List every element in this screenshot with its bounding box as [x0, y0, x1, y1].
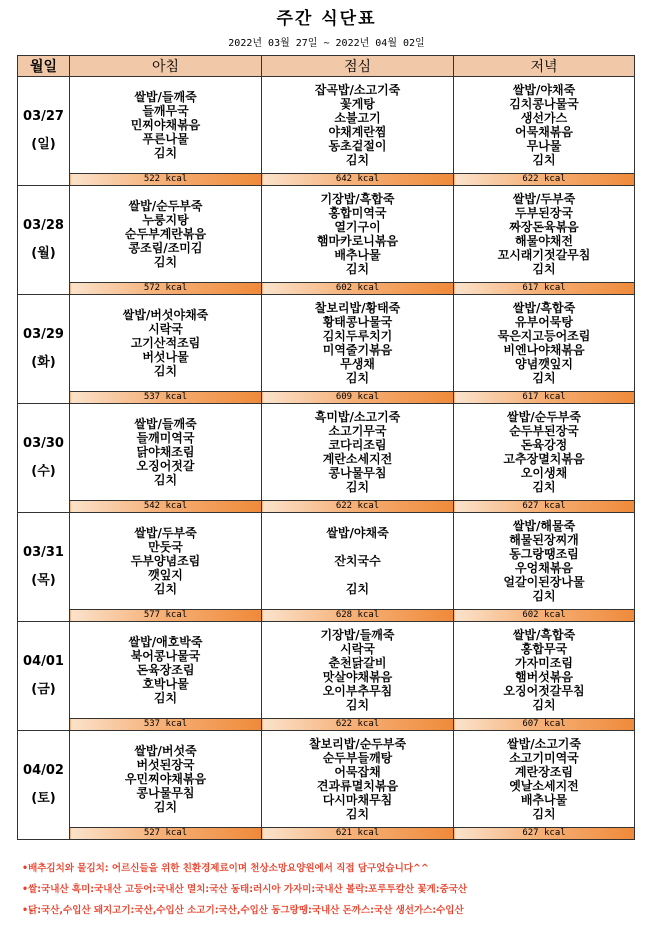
menu-item: 춘천닭갈비	[328, 656, 387, 670]
menu-item: 우민찌야채볶음	[124, 772, 207, 786]
day-date-cell	[18, 622, 70, 731]
menu-item: 시락국	[340, 642, 375, 656]
dinner-kcal: 627 kcal	[454, 501, 635, 513]
kcal-row	[18, 719, 635, 731]
menu-item: 쌀밥/야채죽	[512, 83, 576, 97]
day-date-cell	[18, 731, 70, 840]
menu-item: 쌀밥/흑합죽	[512, 628, 576, 642]
menu-item: 오이생채	[520, 466, 568, 480]
breakfast-kcal: 527 kcal	[70, 828, 262, 840]
menu-item: 호박나물	[142, 677, 189, 691]
menu-item: 계란소세지전	[322, 452, 393, 466]
menu-item: 고추장멸치볶음	[503, 452, 585, 466]
menu-item: 버섯된장국	[136, 758, 195, 772]
menu-item: 김치	[153, 691, 178, 705]
day-weekday: (화)	[31, 355, 56, 370]
day-row	[18, 295, 635, 392]
breakfast-kcal: 522 kcal	[70, 174, 262, 186]
dinner-cell	[454, 513, 635, 610]
menu-item: 기장밥/흑합죽	[320, 192, 395, 206]
menu-item: 무나물	[526, 139, 562, 153]
breakfast-kcal: 542 kcal	[70, 501, 262, 513]
menu-item	[262, 568, 453, 582]
lunch-cell	[262, 404, 454, 501]
menu-item: 김치	[532, 698, 556, 712]
menu-item: 고기산적조림	[130, 336, 201, 350]
day-weekday: (금)	[31, 682, 56, 697]
day-date-cell	[18, 404, 70, 513]
menu-item: 쌀밥/버섯야채죽	[122, 308, 209, 322]
menu-item: 묵은지고등어조림	[497, 329, 591, 343]
dinner-cell	[454, 731, 635, 828]
menu-item: 김치	[153, 473, 178, 487]
menu-item: 홍합미역국	[328, 206, 387, 220]
kcal-row	[18, 283, 635, 295]
menu-item: 순두부들깨탕	[322, 751, 393, 765]
day-date: 04/02	[23, 763, 64, 778]
menu-item: 콩나물무침	[136, 786, 195, 800]
page-title: 주간 식단표	[276, 9, 377, 29]
menu-item: 어묵채볶음	[515, 125, 573, 139]
menu-item: 들깨무국	[142, 104, 189, 118]
menu-item: 홍합무국	[520, 642, 568, 656]
menu-item: 쌀밥/흑합죽	[512, 301, 576, 315]
menu-item: 맛살야채볶음	[322, 670, 393, 684]
dinner-kcal: 602 kcal	[454, 610, 635, 622]
header-row	[18, 56, 635, 77]
breakfast-cell	[70, 622, 262, 719]
lunch-kcal: 628 kcal	[262, 610, 454, 622]
menu-item: 흑미밥/소고기죽	[314, 410, 401, 424]
breakfast-kcal: 572 kcal	[70, 283, 262, 295]
menu-item: 쌀밥/순두부죽	[128, 199, 203, 213]
menu-item: 돈육장조림	[136, 663, 195, 677]
menu-item: 가자미조림	[515, 656, 573, 670]
menu-item: 열기구이	[334, 220, 381, 234]
kcal-row	[18, 392, 635, 404]
dinner-kcal: 617 kcal	[454, 392, 635, 404]
note-origin-grains-fish: •쌀:국내산 흑미:국내산 고등어:국내산 멸치:국산 동태:러시아 가자미:국내산 볼락:포루투칼산 꽃게:중국산	[22, 884, 468, 895]
breakfast-cell	[70, 513, 262, 610]
menu-item: 김치	[153, 146, 178, 160]
menu-item: 꽃게탕	[340, 97, 375, 111]
menu-item: 다시마채무침	[322, 793, 393, 807]
day-row	[18, 404, 635, 501]
menu-item: 해물된장찌개	[509, 533, 579, 547]
breakfast-cell	[70, 295, 262, 392]
breakfast-kcal: 577 kcal	[70, 610, 262, 622]
lunch-cell	[262, 295, 454, 392]
menu-item: 김치	[532, 480, 556, 494]
menu-item: 찰보리밥/황태죽	[314, 301, 401, 315]
menu-item: 닭야채조림	[136, 445, 195, 459]
menu-item: 배추나물	[520, 793, 568, 807]
menu-item: 햄버섯볶음	[515, 670, 573, 684]
header-dinner: 저녁	[454, 56, 635, 77]
menu-item: 배추나물	[334, 248, 381, 262]
header-lunch: 점심	[262, 56, 454, 77]
breakfast-cell	[70, 186, 262, 283]
menu-item: 콩조림/조미김	[128, 241, 203, 255]
menu-item: 들깨미역국	[136, 431, 195, 445]
menu-item: 김치	[532, 807, 556, 821]
menu-item: 김치	[345, 371, 370, 385]
menu-item: 짜장돈육볶음	[509, 220, 579, 234]
lunch-cell	[262, 77, 454, 174]
menu-item: 버섯나물	[142, 350, 189, 364]
menu-item: 양념깻잎지	[515, 357, 573, 371]
menu-item: 동그랑땡조림	[509, 547, 579, 561]
lunch-cell	[262, 622, 454, 719]
kcal-row	[18, 610, 635, 622]
day-row	[18, 77, 635, 174]
lunch-cell	[262, 186, 454, 283]
kcal-row	[18, 828, 635, 840]
lunch-kcal: 622 kcal	[262, 501, 454, 513]
menu-item: 푸른나물	[142, 132, 189, 146]
menu-item: 민찌야채볶음	[130, 118, 201, 132]
dinner-cell	[454, 622, 635, 719]
menu-item: 쌀밥/순두부죽	[507, 410, 581, 424]
menu-item: 시락국	[148, 322, 183, 336]
breakfast-cell	[70, 404, 262, 501]
menu-item: 김치	[345, 153, 370, 167]
day-date-cell	[18, 513, 70, 622]
day-row	[18, 186, 635, 283]
menu-period: 2022년 03월 27일 ~ 2022년 04월 02일	[228, 38, 425, 49]
breakfast-kcal: 537 kcal	[70, 392, 262, 404]
day-weekday: (목)	[31, 573, 56, 588]
menu-item: 김치	[153, 582, 178, 596]
note-origin-meat: •닭:국산,수입산 돼지고기:국산,수입산 소고기:국산,수입산 동그랑땡:국내산 돈까스:국산 생선가스:수입산	[22, 905, 464, 916]
day-weekday: (월)	[31, 246, 56, 261]
menu-item: 쌀밥/두부죽	[134, 526, 197, 540]
menu-item: 동초겉절이	[328, 139, 387, 153]
menu-item: 김치	[345, 582, 370, 596]
menu-item: 김치	[345, 807, 370, 821]
header-breakfast: 아침	[70, 56, 262, 77]
breakfast-cell	[70, 731, 262, 828]
menu-item: 찰보리밥/순두부죽	[308, 737, 407, 751]
menu-item: 쌀밥/소고기죽	[507, 737, 581, 751]
menu-item: 쌀밥/두부죽	[512, 192, 576, 206]
lunch-cell	[262, 513, 454, 610]
menu-body	[18, 77, 635, 840]
day-row	[18, 731, 635, 828]
menu-item: 소고기미역국	[509, 751, 579, 765]
menu-item: 미역줄기볶음	[322, 343, 393, 357]
day-date-cell	[18, 295, 70, 404]
menu-item: 해물야채전	[515, 234, 573, 248]
menu-item: 소불고기	[334, 111, 381, 125]
menu-item: 쌀밥/들깨죽	[134, 90, 197, 104]
menu-item: 돈육강정	[520, 438, 568, 452]
day-row	[18, 622, 635, 719]
menu-item: 쌀밥/애호박죽	[128, 635, 203, 649]
day-weekday: (수)	[31, 464, 56, 479]
menu-item: 만둣국	[148, 540, 183, 554]
menu-item: 우엉채볶음	[515, 561, 573, 575]
menu-item: 꼬시래기젓갈무침	[497, 248, 591, 262]
dinner-cell	[454, 186, 635, 283]
lunch-kcal: 602 kcal	[262, 283, 454, 295]
lunch-kcal: 609 kcal	[262, 392, 454, 404]
menu-item: 유부어묵탕	[515, 315, 573, 329]
menu-item: 김치	[345, 262, 370, 276]
dinner-cell	[454, 404, 635, 501]
note-kimchi: •배추김치와 물김치: 어르신들을 위한 친환경제료이며 천상소망요양원에서 직접 담구었습니다^^	[22, 863, 429, 874]
menu-item: 기장밥/들깨죽	[320, 628, 395, 642]
menu-item: 김치	[153, 800, 178, 814]
menu-item: 오이부추무침	[322, 684, 393, 698]
kcal-row	[18, 174, 635, 186]
menu-item	[262, 540, 453, 554]
dinner-kcal: 627 kcal	[454, 828, 635, 840]
menu-item: 김치	[532, 262, 556, 276]
menu-item: 무생채	[340, 357, 375, 371]
menu-item: 쌀밥/버섯죽	[134, 744, 197, 758]
menu-item: 쌀밥/들깨죽	[134, 417, 197, 431]
menu-item: 김치	[532, 371, 556, 385]
menu-item: 오징어젓갈무침	[503, 684, 585, 698]
dinner-kcal: 622 kcal	[454, 174, 635, 186]
menu-item: 소고기무국	[328, 424, 387, 438]
menu-item: 북어콩나물국	[130, 649, 201, 663]
menu-item: 김치	[345, 480, 370, 494]
day-weekday: (토)	[31, 791, 56, 806]
day-row	[18, 513, 635, 610]
day-date: 03/28	[23, 218, 64, 233]
menu-item: 김치	[532, 589, 556, 603]
dinner-cell	[454, 295, 635, 392]
day-weekday: (일)	[31, 137, 56, 152]
menu-item: 김치콩나물국	[509, 97, 579, 111]
menu-item: 코다리조림	[328, 438, 387, 452]
day-date: 04/01	[23, 654, 64, 669]
menu-item: 쌀밥/해물죽	[512, 519, 576, 533]
menu-item: 김치	[153, 364, 178, 378]
header-date: 월일	[18, 56, 70, 77]
menu-item: 비엔나야채볶음	[503, 343, 585, 357]
notes	[22, 858, 642, 921]
breakfast-kcal: 537 kcal	[70, 719, 262, 731]
menu-item: 두부된장국	[515, 206, 573, 220]
dinner-kcal: 607 kcal	[454, 719, 635, 731]
dinner-kcal: 617 kcal	[454, 283, 635, 295]
menu-item: 콩나물무침	[328, 466, 387, 480]
lunch-kcal: 642 kcal	[262, 174, 454, 186]
menu-item: 옛날소세지전	[509, 779, 579, 793]
day-date: 03/27	[23, 109, 64, 124]
menu-item: 누룽지탕	[142, 213, 189, 227]
menu-item: 야채계란찜	[328, 125, 387, 139]
day-date-cell	[18, 77, 70, 186]
menu-item: 견과류멸치볶음	[316, 779, 399, 793]
weekly-menu-table	[17, 55, 635, 840]
kcal-row	[18, 501, 635, 513]
menu-item: 어묵잡채	[334, 765, 381, 779]
menu-item: 햄마카로니볶음	[316, 234, 399, 248]
day-date-cell	[18, 186, 70, 295]
day-date: 03/29	[23, 327, 64, 342]
lunch-cell	[262, 731, 454, 828]
menu-item: 쌀밥/야채죽	[326, 526, 389, 540]
menu-item: 김치	[345, 698, 370, 712]
menu-item: 얼갈이된장나물	[503, 575, 585, 589]
day-date: 03/31	[23, 545, 64, 560]
menu-item: 황태콩나물국	[322, 315, 393, 329]
menu-item: 깻잎지	[148, 568, 183, 582]
menu-item: 순두부된장국	[509, 424, 579, 438]
lunch-kcal: 622 kcal	[262, 719, 454, 731]
menu-item: 생선가스	[520, 111, 568, 125]
menu-item: 오징어젓갈	[136, 459, 195, 473]
menu-item: 계란장조림	[515, 765, 573, 779]
menu-item: 김치두루치기	[322, 329, 393, 343]
menu-item: 두부양념조림	[130, 554, 201, 568]
breakfast-cell	[70, 77, 262, 174]
menu-item: 김치	[153, 255, 178, 269]
menu-item: 김치	[532, 153, 556, 167]
day-date: 03/30	[23, 436, 64, 451]
menu-item: 잡곡밥/소고기죽	[314, 83, 401, 97]
lunch-kcal: 621 kcal	[262, 828, 454, 840]
menu-item: 순두부계란볶음	[124, 227, 207, 241]
menu-item: 잔치국수	[334, 554, 381, 568]
dinner-cell	[454, 77, 635, 174]
